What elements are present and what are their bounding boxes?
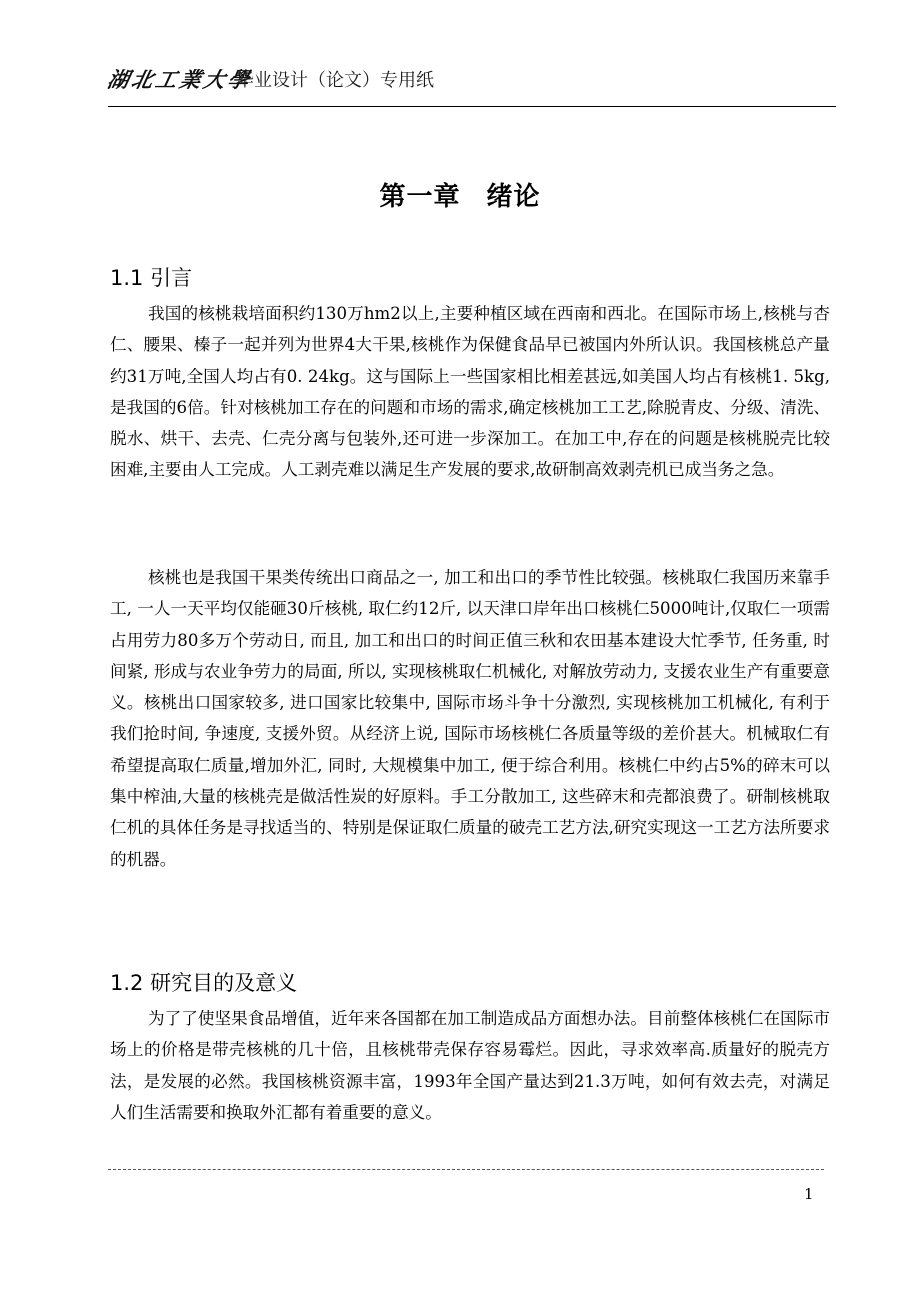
page-header xyxy=(105,62,836,102)
header-divider xyxy=(108,106,836,107)
paragraph: 我国的核桃栽培面积约130万hm2以上,主要种植区域在西南和西北。在国际市场上,核桃与杏仁、腰果、榛子一起并列为世界4大干果,核桃作为保健食品早已被国内外所认识。我国核桃总产量约31万吨,全国人均占有0. 24kg。这与国际上一些国家相比相差甚远,如美国人均占有核桃1. 5kg,是我国的6倍。针对核桃加工存在的问题和市场的需求,确定核桃加工工艺,除脱青皮、分级、清洗、脱水、烘干、去壳、仁壳分离与包装外,还可进一步深加工。在加工中,存在的问题是核桃脱壳比较困难,主要由人工完成。人工剥壳难以满足生产发展的要求,故研制高效剥壳机已成当务之急。 xyxy=(110,304,830,480)
section-heading-purpose: 1.2 研究目的及意义 xyxy=(110,971,298,995)
university-logo: 湖北工業大學 xyxy=(105,67,255,92)
page-number: 1 xyxy=(804,1185,814,1203)
chapter-number: 第一章 xyxy=(379,182,461,212)
header-title: 毕业设计（论文）专用纸 xyxy=(236,70,434,91)
paragraph: 为了了使坚果食品增值，近年来各国都在加工制造成品方面想办法。目前整体核桃仁在国际市场上的价格是带壳核桃的几十倍，且核桃带壳保存容易霉烂。因此，寻求效率高.质量好的脱壳方法，是发展的必然。我国核桃资源丰富，1993年全国产量达到21.3万吨，如何有效去壳，对满足人们生活需要和换取外汇都有着重要的意义。 xyxy=(110,1009,830,1122)
section-heading-introduction: 1.1 引言 xyxy=(110,266,193,290)
chapter-name: 绪论 xyxy=(486,182,541,212)
footer-divider xyxy=(108,1169,824,1170)
chapter-title xyxy=(0,176,920,213)
paragraph: 核桃也是我国干果类传统出口商品之一, 加工和出口的季节性比较强。核桃取仁我国历来靠手工, 一人一天平均仅能砸30斤核桃, 取仁约12斤, 以天津口岸年出口核桃仁5000吨计,仅取仁一项需占用劳力80多万个劳动日, 而且, 加工和出口的时间正值三秋和农田基本建设大忙季节, 任务重, 时间紧, 形成与农业争劳力的局面, 所以, 实现核桃取仁机械化, 对解放劳动力, 支援农业生产有重要意义。核桃出口国家较多, 进口国家比较集中, 国际市场斗争十分激烈, 实现核桃加工机械化, 有利于我们抢时间, 争速度, 支援外贸。从经济上说, 国际市场核桃仁各质量等级的差价甚大。机械取仁有希望提高取仁质量,增加外汇, 同时, 大规模集中加工, 便于综合利用。核桃仁中约占5%的碎末可以集中榨油,大量的核桃壳是做活性炭的好原料。手工分散加工, 这些碎末和壳都浪费了。研制核桃取仁机的具体任务是寻找适当的、特别是保证取仁质量的破壳工艺方法,研究实现这一工艺方法所要求的机器。 xyxy=(110,568,830,869)
